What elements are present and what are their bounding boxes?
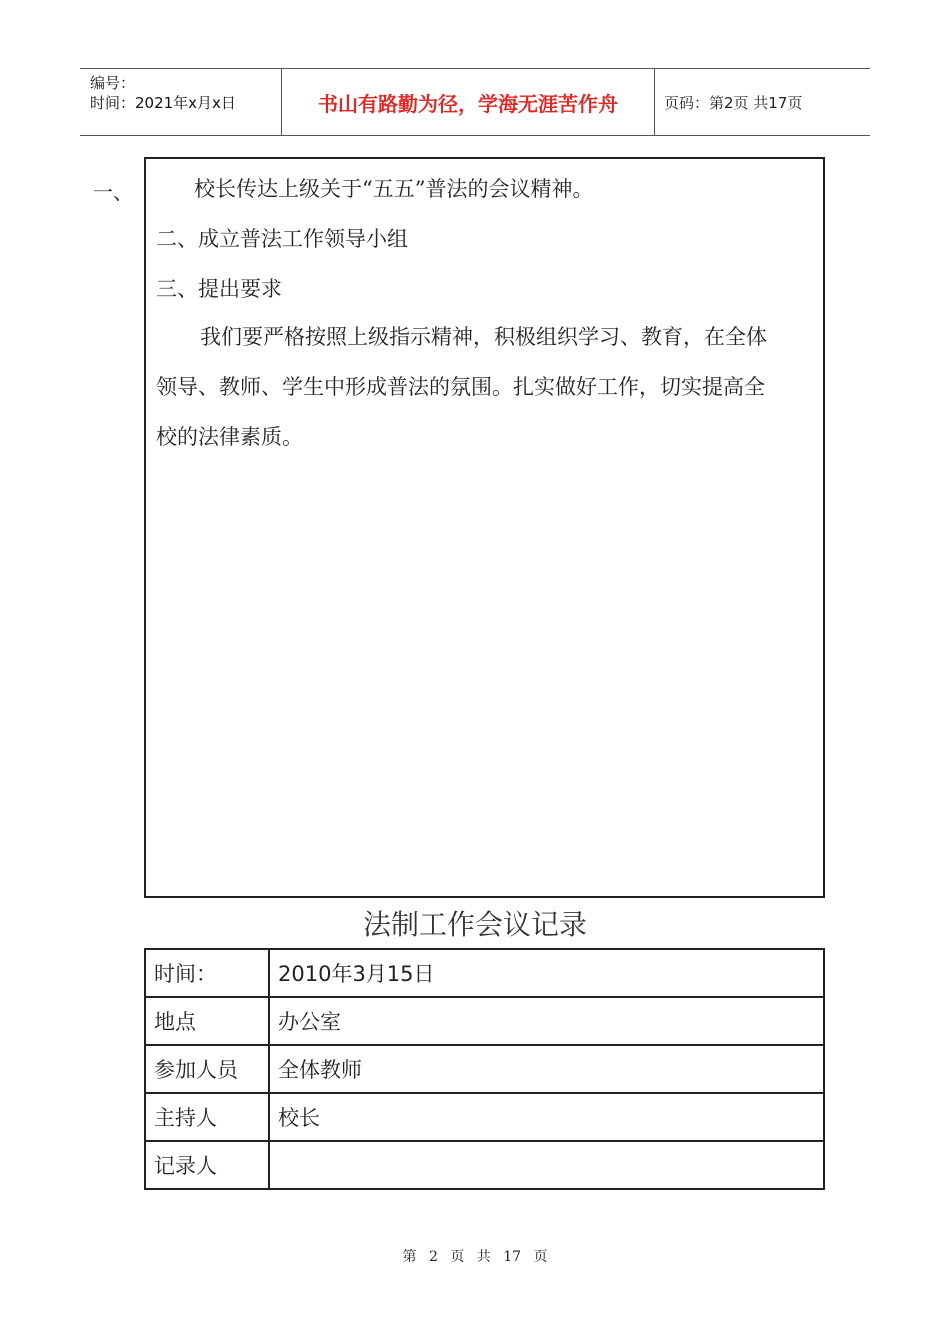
footer-total-pages: 17 [503, 1249, 522, 1265]
record-table [144, 948, 825, 1190]
paragraph-line: 领导、教师、学生中形成普法的氛围。扎实做好工作，切实提高全 [156, 375, 765, 399]
table-row [145, 1141, 824, 1189]
section-number: 一、 [93, 180, 133, 204]
paragraph-line: 校的法律素质。 [156, 425, 303, 449]
footer-page-number: 2 [428, 1249, 438, 1265]
table-row [145, 1045, 824, 1093]
footer-suffix: 页 [533, 1249, 548, 1265]
page-header [80, 68, 870, 136]
footer-total-word: 共 [476, 1249, 491, 1265]
row-value: 办公室 [269, 997, 824, 1045]
content-item-3: 三、提出要求 [156, 277, 282, 301]
row-label: 主持人 [145, 1093, 269, 1141]
row-value: 2010年3月15日 [269, 949, 824, 997]
row-label: 时间： [145, 949, 269, 997]
content-item-1: 校长传达上级关于“五五”普法的会议精神。 [194, 177, 594, 201]
header-meta [80, 69, 282, 135]
page-footer [0, 1246, 950, 1266]
row-value [269, 1141, 824, 1189]
header-page-info: 页码：第2页 共17页 [664, 93, 803, 112]
footer-page-word: 页 [450, 1249, 465, 1265]
header-time-label: 时间：2021年x月x日 [90, 94, 236, 112]
table-row [145, 1093, 824, 1141]
table-row [145, 997, 824, 1045]
meeting-content-box [144, 157, 825, 898]
row-value: 校长 [269, 1093, 824, 1141]
row-label: 地点 [145, 997, 269, 1045]
content-paragraph [156, 312, 806, 462]
header-number-label: 编号： [90, 74, 136, 92]
row-label: 参加人员 [145, 1045, 269, 1093]
table-row [145, 949, 824, 997]
paragraph-line: 我们要严格按照上级指示精神，积极组织学习、教育，在全体 [200, 325, 767, 349]
header-motto: 书山有路勤为径，学海无涯苦作舟 [282, 69, 655, 135]
record-title: 法制工作会议记录 [362, 908, 587, 941]
footer-prefix: 第 [402, 1249, 417, 1265]
content-item-2: 二、成立普法工作领导小组 [156, 227, 408, 251]
row-value: 全体教师 [269, 1045, 824, 1093]
row-label: 记录人 [145, 1141, 269, 1189]
